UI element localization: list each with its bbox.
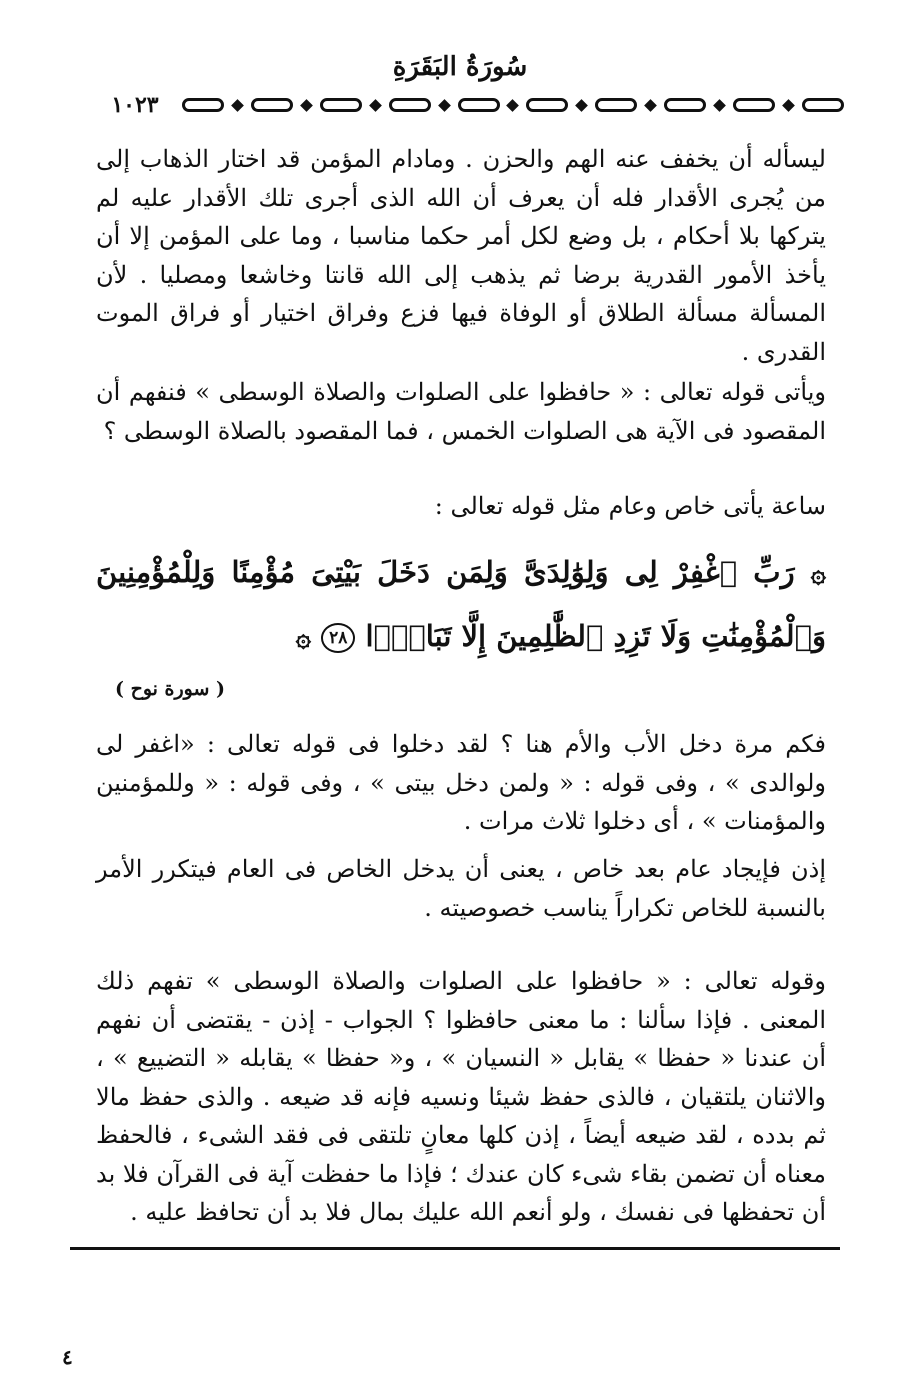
chain-dot bbox=[507, 99, 520, 112]
paragraph-5 bbox=[96, 850, 826, 927]
chain-link bbox=[595, 98, 637, 112]
verse-text: رَبِّ ٱغْفِرْ لِى وَلِوَٰلِدَىَّ وَلِمَن دَخَلَ بَيْتِىَ مُؤْمِنًا وَلِلْمُؤْمِنِينَ وَٱلْمُؤْمِنَٰتِ وَلَا تَزِدِ ٱلظَّٰلِمِينَ إِلَّا تَبَارًۢا bbox=[96, 555, 826, 653]
paragraph-text: فكم مرة دخل الأب والأم هنا ؟ لقد دخلوا فى قوله تعالى : «اغفر لى ولوالدى » ، وفى قوله : « ولمن دخل بيتى » ، وفى قوله : « وللمؤمنين والمؤمنات » ، أى دخلوا ثلاث مرات . bbox=[96, 730, 826, 835]
paragraph-text: ساعة يأتى خاص وعام مثل قوله تعالى : bbox=[434, 492, 826, 520]
paragraph-4 bbox=[96, 725, 826, 841]
chain-link bbox=[251, 98, 293, 112]
paragraph-1 bbox=[96, 140, 826, 371]
verse-close-ornament: ۞ bbox=[295, 623, 311, 653]
chain-dot bbox=[575, 99, 588, 112]
chain-dot bbox=[644, 99, 657, 112]
paragraph-text: ويأتى قوله تعالى : « حافظوا على الصلوات والصلاة الوسطى » فنفهم أن المقصود فى الآية هى الصلوات الخمس ، فما المقصود بالصلاة الوسطى ؟ bbox=[96, 378, 826, 445]
chain-link bbox=[458, 98, 500, 112]
chain-link bbox=[526, 98, 568, 112]
chain-dot bbox=[438, 99, 451, 112]
verse-open-ornament: ۞ bbox=[810, 559, 826, 589]
footer-rule bbox=[70, 1247, 840, 1250]
surah-reference: ( سورة نوح ) bbox=[114, 678, 226, 700]
paragraph-text: وقوله تعالى : « حافظوا على الصلوات والصلاة الوسطى » تفهم ذلك المعنى . فإذا سألنا : ما معنى حافظوا ؟ الجواب - إذن - يقتضى أن نفهم أن عندنا « حفظا » يقابل « النسيان » ، و« حفظا » يقابله « التضييع » ، والاثنان يلتقيان ، فالذى حفظ شيئا ونسيه فإنه قد ضيعه . والذى حفظ مالا ثم بدده ، لقد ضيعه أيضاً ، إذن كلها معانٍ تلتقى فى فقد الشىء ، فالحفظ معناه أن تضمن بقاء شىء كان عندك ؛ فإذا ما حفظت آية فى القرآن فلا بد أن تحفظها فى نفسك ، ولو أنعم الله عليك بمال فلا بد أن تحافظ عليه . bbox=[96, 967, 826, 1226]
chain-link bbox=[182, 98, 224, 112]
page-number: ١٠٢٣ bbox=[90, 88, 180, 122]
surah-title: سُورَةُ البَقَرَةِ bbox=[392, 52, 528, 82]
quran-verse bbox=[96, 541, 826, 669]
chain-dot bbox=[713, 99, 726, 112]
chain-link bbox=[389, 98, 431, 112]
chain-link bbox=[664, 98, 706, 112]
paragraph-3 bbox=[96, 487, 826, 526]
corner-mark: ٤ bbox=[62, 1345, 73, 1369]
paragraph-text: ليسأله أن يخفف عنه الهم والحزن . ومادام المؤمن قد اختار الذهاب إلى من يُجرى الأقدار فله أن يعرف أن الله الذى أجرى تلك الأقدار عليه لم يتركها بلا أحكام ، بل وضع لكل أمر حكما مناسبا ، وما على المؤمن إلا أن يأخذ الأمور القدرية برضا ثم يذهب إلى الله قانتا وخاشعا ومصليا . لأن المسألة مسألة الطلاق أو الوفاة فيها فزع وفراق اختيار أو فراق الموت القدرى . bbox=[96, 145, 826, 366]
header-ornament-rule bbox=[82, 88, 844, 122]
chain-dot bbox=[300, 99, 313, 112]
paragraph-6 bbox=[96, 962, 826, 1232]
paragraph-2 bbox=[96, 373, 826, 450]
chain-dot bbox=[231, 99, 244, 112]
chain-link bbox=[802, 98, 844, 112]
chain-ornament bbox=[182, 94, 844, 116]
chain-link bbox=[733, 98, 775, 112]
chain-dot bbox=[369, 99, 382, 112]
paragraph-text: إذن فإيجاد عام بعد خاص ، يعنى أن يدخل الخاص فى العام فيتكرر الأمر بالنسبة للخاص تكراراً يناسب خصوصيته . bbox=[96, 855, 826, 922]
chain-dot bbox=[782, 99, 795, 112]
verse-number: ٢٨ bbox=[321, 623, 355, 653]
chain-link bbox=[320, 98, 362, 112]
